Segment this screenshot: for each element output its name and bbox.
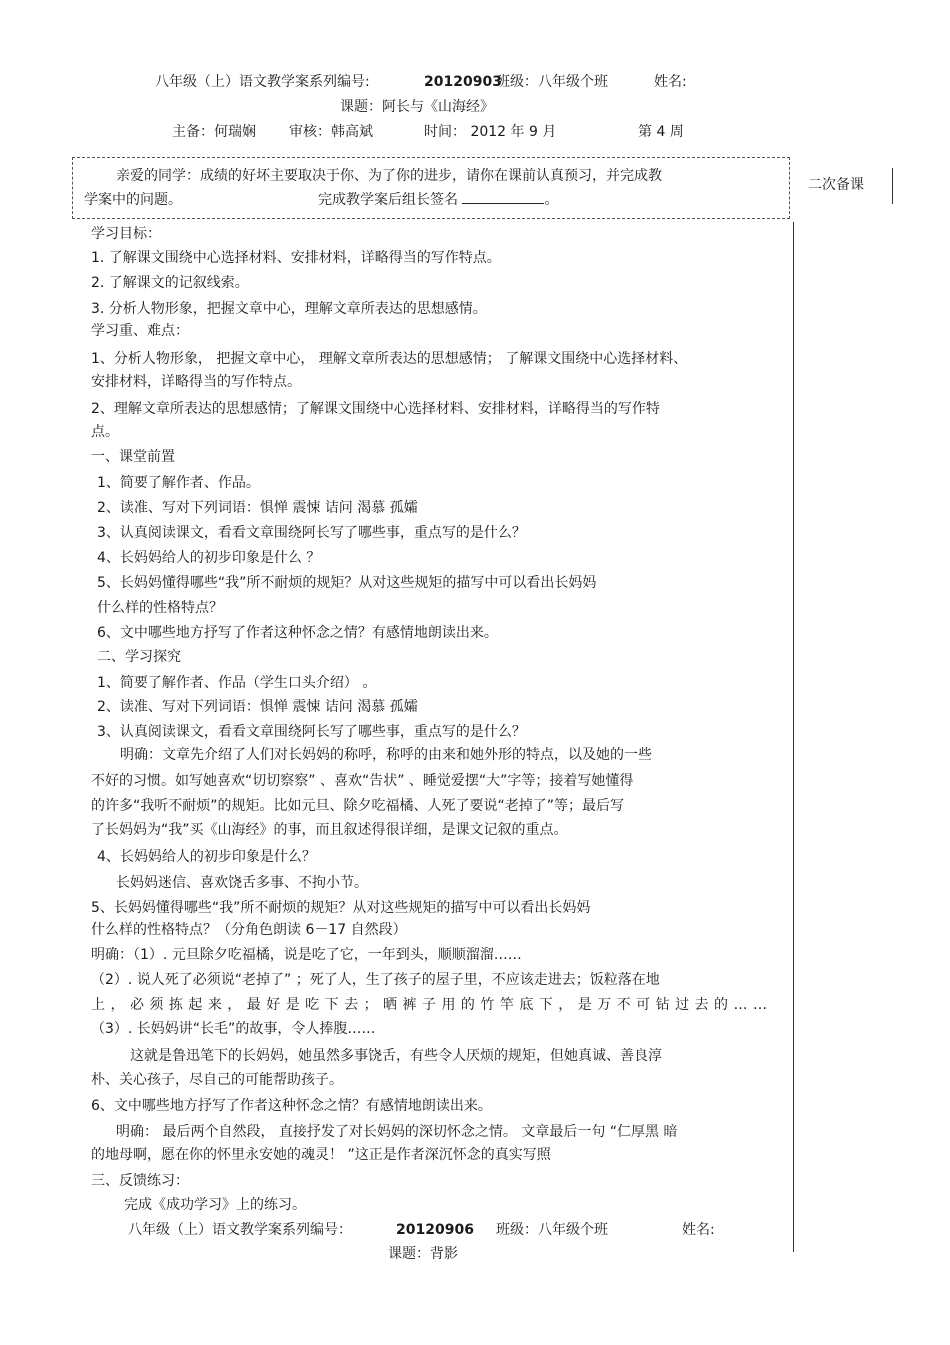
spread-char: 子	[421, 997, 436, 1013]
key-1a: 1、分析人物形象， 把握文章中心， 理解文章所表达的思想感情； 了解课文围绕中心选择材料、	[91, 351, 688, 367]
spread-char: ，	[558, 997, 573, 1013]
side-divider	[793, 222, 794, 1252]
spread-char: 最	[246, 997, 261, 1013]
pre-4: 4、长妈妈给人的初步印象是什么 ？	[97, 550, 321, 566]
answer-5e: 这就是鲁迅笔下的长妈妈，她虽然多事饶舌，有些令人厌烦的规矩，但她真诚、善良淳	[130, 1048, 662, 1064]
spread-char: 必	[129, 997, 144, 1013]
spread-char: 过	[675, 997, 690, 1013]
section-3-title: 三、反馈练习：	[91, 1173, 189, 1189]
explore-4: 4、长妈妈给人的初步印象是什么？	[97, 849, 316, 865]
spread-char: 是	[285, 997, 300, 1013]
answer-3a: 明确：文章先介绍了人们对长妈妈的称呼，称呼的由来和她外形的特点，以及她的一些	[120, 747, 652, 763]
goals-title: 学习目标：	[91, 226, 161, 242]
spread-char: 竹	[480, 997, 495, 1013]
class-label: 班级：八年级个班	[496, 74, 608, 90]
pre-3: 3、认真阅读课文，看看文章围绕阿长写了哪些事，重点写的是什么？	[97, 525, 526, 541]
date: 时间： 2012 年 9 月	[424, 124, 557, 140]
answer-4: 长妈妈迷信、喜欢饶舌多事、不拘小节。	[116, 875, 368, 891]
next-name-label: 姓名:	[682, 1222, 715, 1238]
spread-char: 底	[519, 997, 534, 1013]
side-note: 二次备课	[808, 177, 864, 193]
series-number: 20120903	[424, 74, 502, 90]
spread-char: 晒	[383, 997, 398, 1013]
spread-char: 去	[694, 997, 709, 1013]
next-series-label: 八年级（上）语文教学案系列编号：	[128, 1222, 352, 1238]
key-1b: 安排材料，详略得当的写作特点。	[91, 374, 301, 390]
intro-line-1: 亲爱的同学：成绩的好坏主要取决于你、为了你的进步，请你在课前认真预习，并完成教	[116, 168, 662, 184]
spread-char: 拣	[168, 997, 183, 1013]
spread-char: ，	[227, 997, 242, 1013]
week: 第 4 周	[638, 124, 684, 140]
answer-6a: 明确： 最后两个自然段， 直接抒发了对长妈妈的深切怀念之情。 文章最后一句 “仁厚黑 暗	[116, 1124, 678, 1140]
spread-char: …	[733, 997, 748, 1013]
pre-1: 1、简要了解作者、作品。	[97, 475, 260, 491]
pre-5b: 什么样的性格特点？	[97, 600, 223, 616]
answer-6b: 的地母啊，愿在你的怀里永安她的魂灵！ ”这正是作者深沉怀念的真实写照	[91, 1147, 551, 1163]
explore-1: 1、简要了解作者、作品（学生口头介绍） 。	[97, 675, 377, 691]
key-2a: 2、理解文章所表达的思想感情；了解课文围绕中心选择材料、安排材料，详略得当的写作特	[91, 401, 660, 417]
spread-char: 钻	[655, 997, 670, 1013]
key-title: 学习重、难点：	[91, 323, 189, 339]
spread-char: ；	[363, 997, 378, 1013]
feedback-1: 完成《成功学习》上的练习。	[124, 1197, 306, 1213]
spread-char: 不	[616, 997, 631, 1013]
spread-char: 竿	[499, 997, 514, 1013]
spread-char: ，	[110, 997, 125, 1013]
explore-5a: 5、长妈妈懂得哪些“我”所不耐烦的规矩？从对这些规矩的描写中可以看出长妈妈	[91, 900, 591, 916]
explore-2: 2、读准、写对下列词语：惧惮 震悚 诘问 渴慕 孤孀	[97, 699, 418, 715]
spread-char: 可	[636, 997, 651, 1013]
intro-line-2-start: 学案中的问题。	[84, 192, 182, 208]
pre-5a: 5、长妈妈懂得哪些“我”所不耐烦的规矩？从对这些规矩的描写中可以看出长妈妈	[97, 575, 597, 591]
spread-char: 去	[344, 997, 359, 1013]
pre-6: 6、文中哪些地方抒写了作者这种怀念之情？有感情地朗读出来。	[97, 625, 498, 641]
next-series-number: 20120906	[396, 1222, 474, 1238]
reviewer: 审核：韩高斌	[289, 124, 373, 140]
spread-char: 万	[597, 997, 612, 1013]
signature-label: 完成教学案后组长签名 。	[318, 192, 559, 208]
section-1-title: 一、课堂前置	[91, 449, 175, 465]
spread-char: 是	[577, 997, 592, 1013]
name-label: 姓名:	[654, 74, 687, 90]
section-2-title: 二、学习探究	[97, 649, 181, 665]
answer-5a: 明确：（1）. 元旦除夕吃福橘，说是吃了它，一年到头，顺顺溜溜……	[91, 947, 522, 963]
answer-5b: （2）. 说人死了必须说“老掉了” ；死了人，生了孩子的屋子里，不应该走进去；饭粒落在地	[91, 972, 660, 988]
answer-3b: 不好的习惯。如写她喜欢“切切察察” 、喜欢“告状” 、睡觉爱摆“大”字等；接着写她懂得	[91, 773, 634, 789]
topic-title: 课题：阿长与《山海经》	[340, 99, 494, 115]
goal-1: 1. 了解课文围绕中心选择材料、安排材料，详略得当的写作特点。	[91, 250, 501, 266]
next-topic-title: 课题：背影	[388, 1246, 458, 1262]
side-divider-top	[892, 168, 893, 204]
explore-3: 3、认真阅读课文，看看文章围绕阿长写了哪些事，重点写的是什么？	[97, 724, 526, 740]
spread-char: 好	[266, 997, 281, 1013]
spread-char: 须	[149, 997, 164, 1013]
spread-char: 用	[441, 997, 456, 1013]
spread-char: 裤	[402, 997, 417, 1013]
spread-char: …	[752, 997, 767, 1013]
answer-3d: 了长妈妈为“我”买《山海经》的事，而且叙述得很详细，是课文记叙的重点。	[91, 822, 568, 838]
goal-2: 2. 了解课文的记叙线索。	[91, 275, 249, 291]
explore-6: 6、文中哪些地方抒写了作者这种怀念之情？有感情地朗读出来。	[91, 1098, 492, 1114]
key-2b: 点。	[91, 424, 119, 440]
editor: 主备：何瑞娴	[172, 124, 256, 140]
signature-period: 。	[544, 192, 559, 208]
spread-char: 下	[538, 997, 553, 1013]
answer-5d: （3）. 长妈妈讲“长毛”的故事，令人捧腹……	[91, 1021, 376, 1037]
signature-blank	[462, 191, 544, 204]
answer-5f: 朴、关心孩子，尽自己的可能帮助孩子。	[91, 1072, 343, 1088]
pre-2: 2、读准、写对下列词语：惧惮 震悚 诘问 渴慕 孤孀	[97, 500, 418, 516]
explore-5b: 什么样的性格特点？（分角色朗读 6－17 自然段）	[91, 922, 407, 938]
spread-char: 吃	[305, 997, 320, 1013]
answer-5c	[91, 996, 767, 1014]
spread-char: 起	[188, 997, 203, 1013]
next-class-label: 班级：八年级个班	[496, 1222, 608, 1238]
intro-line-2	[84, 191, 182, 209]
goal-3: 3. 分析人物形象，把握文章中心，理解文章所表达的思想感情。	[91, 301, 487, 317]
spread-char: 的	[460, 997, 475, 1013]
series-label: 八年级（上）语文教学案系列编号:	[155, 74, 370, 90]
spread-char: 下	[324, 997, 339, 1013]
spread-char: 来	[207, 997, 222, 1013]
spread-char: 的	[714, 997, 728, 1013]
spread-char: 上	[91, 997, 105, 1013]
answer-3c: 的许多“我听不耐烦”的规矩。比如元旦、除夕吃福橘、人死了要说“老掉了”等；最后写	[91, 798, 625, 814]
